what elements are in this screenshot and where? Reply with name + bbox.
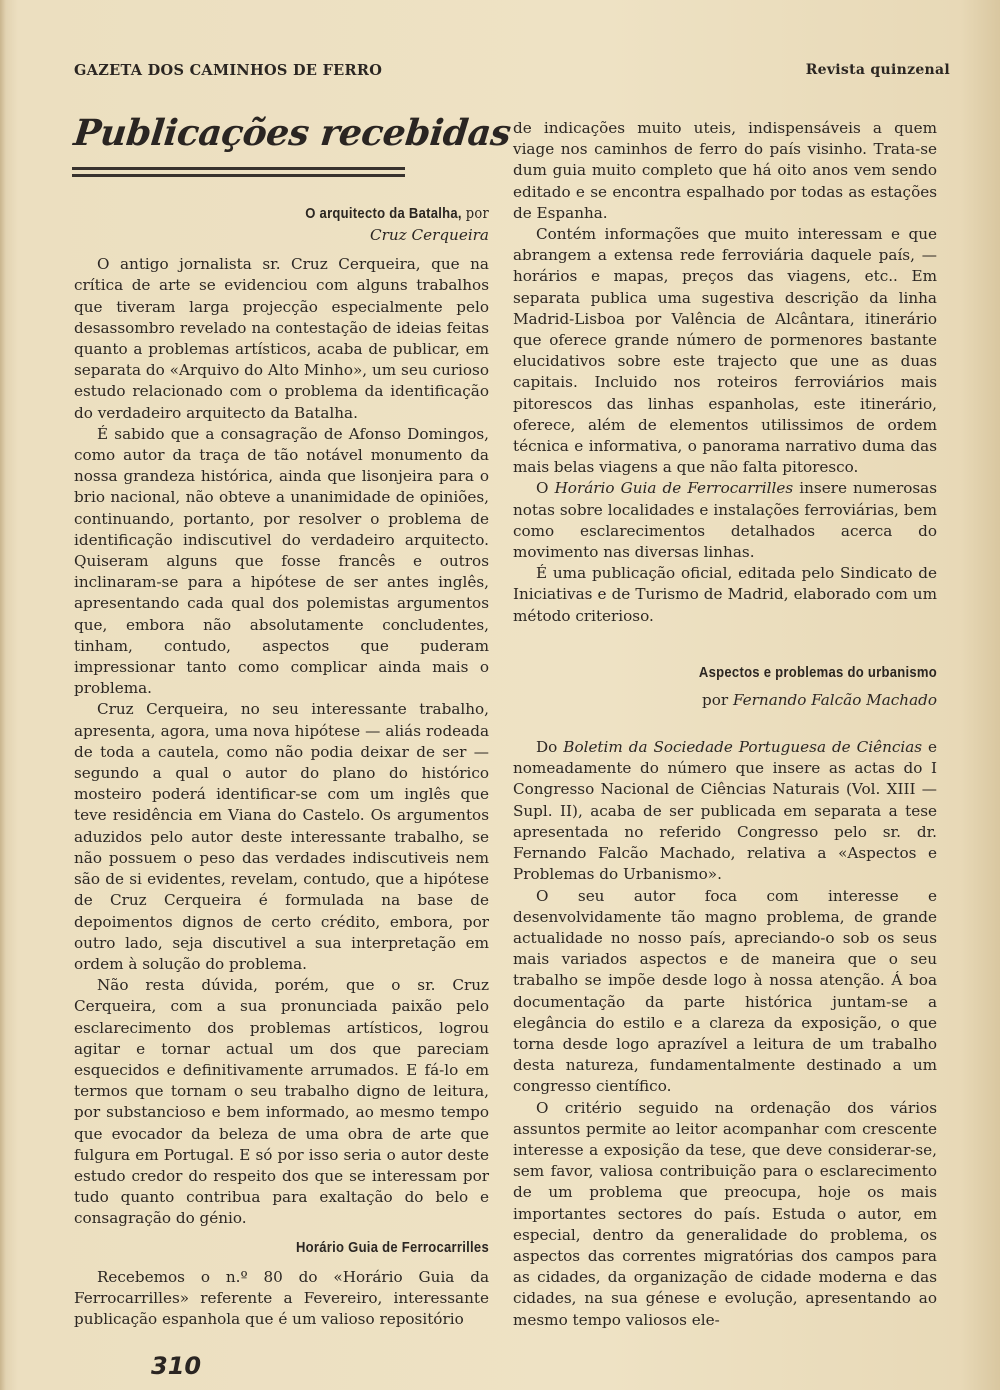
heading-text: O arquitecto da Batalha,	[305, 206, 462, 222]
text: e nomeadamente do número que insere as actas do I Congresso Nacional de Ciências Naturais (Vol. XIII — Supl. II), acaba de ser publicada em separata a tese apresentada no referido Congresso pelo sr. dr. Fernando Falcão Machado, relativa a «Aspectos e Problemas do Urbanismo».	[513, 738, 938, 884]
italic-title: Horário Guia de Ferrocarrilles	[554, 479, 794, 498]
paragraph: O critério seguido na ordenação dos vários assuntos permite ao leitor acompanhar com crescente interesse a exposição da tese, que deve considerar-se, sem favor, valiosa contribuição para o esclarecimento de um problema que preocupa, hoje os mais importantes sectores do país. Estuda o autor, em especial, dentro da generalidade do problema, os aspectos das correntes migratórias dos campos para as cidades, da organização de cidade moderna e das cidades, na sua génese e evolução, apresentando ao mesmo tempo valiosos ele-	[513, 1098, 937, 1329]
byline-por: por	[702, 690, 729, 709]
article-heading-arquitecto	[116, 204, 490, 225]
paragraph: É sabido que a consagração de Afonso Domingos, como autor da traça de tão notável monumento da nossa grandeza histórica, ainda que lisonjeira para o brio nacional, não obteve a unanimidade de opiniões, continuando, portanto, por resolver o problema de identificação indiscutivel do verdadeiro arquitecto. Quiseram alguns que fosse francês e outros inclinaram-se para a hipótese de ser antes inglês, apresentando cada qual dos polemistas argumentos que, embora não absolutamente concludentes, tinham, contudo, aspectos que puderam impressionar tanto como complicar ainda mais o problema.	[74, 424, 489, 698]
article-heading-urbanismo: Aspectos e problemas do urbanismo	[698, 664, 937, 681]
author-name: Fernando Falcão Machado	[732, 690, 937, 709]
paragraph: O seu autor foca com interesse e desenvolvidamente tão magno problema, de grande actualidade no nosso país, apreciando-o sob os seus mais variados aspectos e de maneira que o seu trabalho se impõe desde logo à nossa atenção. Á boa documentação da parte histórica juntam-se a elegância do estilo e a clareza da exposição, o que torna desde logo aprazível a leitura de um trabalho desta natureza, fundamentalmente destinado a um congresso científico.	[513, 886, 937, 1096]
article-author-urbanismo	[513, 690, 937, 711]
left-column	[74, 204, 489, 1330]
paragraph	[513, 478, 937, 563]
text: Do	[536, 738, 558, 757]
paragraph: Contém informações que muito interessam e que abrangem a extensa rede ferroviária daquele país, — horários e mapas, preços das viagens, etc.. Em separata publica uma sugestiva descrição da linha Madrid-Lisboa por Valência de Alcântara, itinerário que oferece grande número de pormenores bastante elucidativos sobre este trajecto que une as duas capitais. Incluido nos roteiros ferroviários mais pitorescos das linhas espanholas, este itinerário, oferece, além de elementos utilissimos de ordem técnica e informativa, o panorama narrativo duma das mais belas viagens a que não falta pitoresco.	[513, 225, 937, 477]
publication-subtitle: Revista quinzenal	[805, 62, 950, 78]
title-rule-top	[72, 167, 405, 170]
paragraph: O antigo jornalista sr. Cruz Cerqueira, que na crítica de arte se evidenciou com alguns trabalhos que tiveram larga projecção especialmente pelo desassombro revelado na contestação de ideias feitas quanto a problemas artísticos, acaba de publicar, em separata do «Arquivo do Alto Minho», um seu curioso estudo relacionado com o problema da identificação do verdadeiro arquitecto da Batalha.	[74, 255, 489, 422]
running-head	[74, 62, 950, 84]
paragraph: É uma publicação oficial, editada pelo Sindicato de Iniciativas e de Turismo de Madrid, elaborado com um método criterioso.	[513, 564, 937, 625]
title-rule-bottom	[72, 174, 405, 177]
text: insere numerosas notas sobre localidades e instalações ferroviárias, bem como esclarecimentos detalhados acerca do movimento nas diversas linhas.	[513, 479, 938, 562]
text: O	[536, 479, 549, 498]
page-number: 310	[151, 1352, 202, 1380]
article-heading-horario: Horário Guia de Ferrocarrilles	[295, 1239, 489, 1256]
paragraph	[513, 737, 937, 885]
paragraph: Não resta dúvida, porém, que o sr. Cruz Cerqueira, com a sua pronunciada paixão pelo esclarecimento dos problemas artísticos, logrou agitar e tornar actual um dos que pareciam esquecidos e definitivamente arrumados. E fá-lo em termos que tornam o seu trabalho digno de leitura, por substancioso e bem informado, ao mesmo tempo que evocador da beleza de uma obra de arte que fulgura em Portugal. E só por isso seria o autor deste estudo credor do respeito dos que se interessam por tudo quanto contribua para exaltação do belo e consagração do génio.	[74, 976, 489, 1228]
right-column	[513, 118, 937, 1331]
paragraph: Cruz Cerqueira, no seu interessante trabalho, apresenta, agora, uma nova hipótese — aliás rodeada de toda a cautela, como não podia deixar de ser — segundo a qual o autor do plano do histórico mosteiro poderá identificar-se com um inglês que teve residência em Viana do Castelo. Os argumentos aduzidos pelo autor deste interessante trabalho, se não possuem o peso das verdades indiscutiveis nem são de si evidentes, revelam, contudo, que a hipótese de Cruz Cerqueira é formulada na base de depoimentos dignos de certo crédito, embora, por outro lado, seja discutivel a sua interpretação em ordem à solução do problema.	[74, 700, 489, 973]
heading-por: por	[465, 206, 489, 222]
publication-title: GAZETA DOS CAMINHOS DE FERRO	[74, 62, 383, 79]
paragraph: Recebemos o n.º 80 do «Horário Guia da Ferrocarrilles» referente a Fevereiro, interessante publicação espanhola que é um valioso repositório	[74, 1267, 489, 1328]
article-author-arquitecto: Cruz Cerqueira	[369, 226, 489, 244]
italic-title: Boletim da Sociedade Portuguesa de Ciências	[563, 738, 923, 757]
section-title: Publicações recebidas	[71, 112, 513, 154]
paragraph-continuation: de indicações muito uteis, indispensáveis a quem viage nos caminhos de ferro do país visinho. Trata-se dum guia muito completo que há oito anos vem sendo editado e se encontra espalhado por todas as estações de Espanha.	[513, 119, 937, 222]
